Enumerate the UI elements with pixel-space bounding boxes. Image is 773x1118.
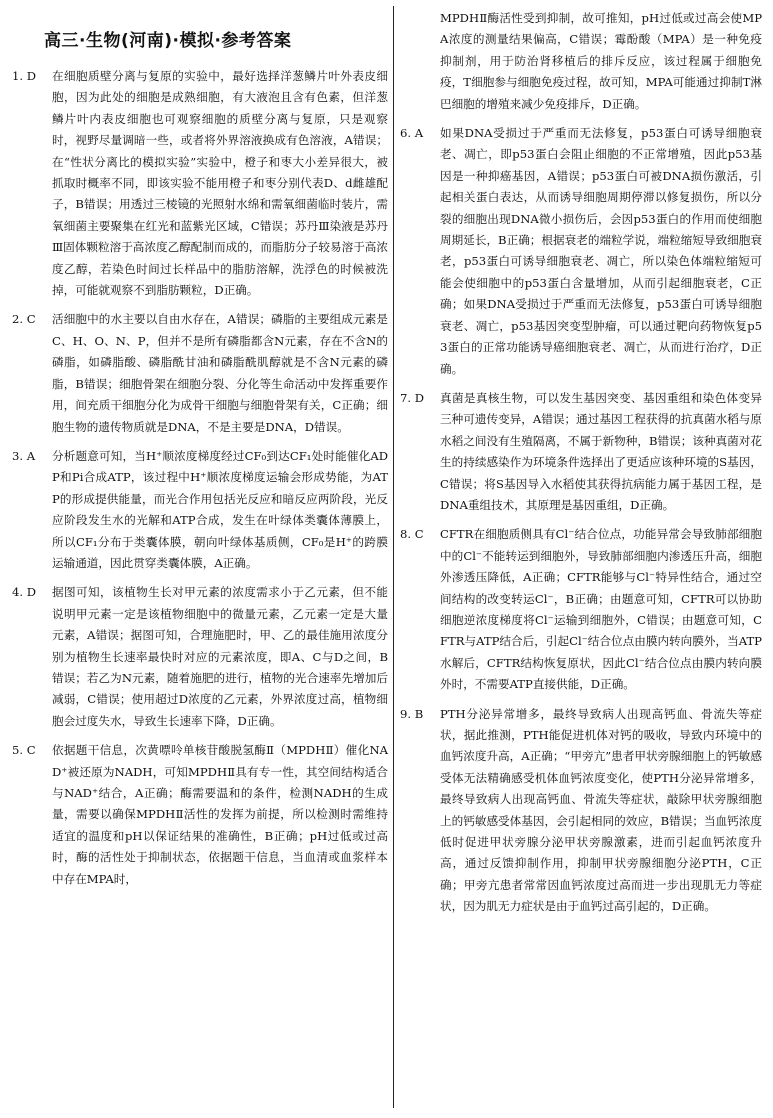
answer-item: [400, 388, 762, 516]
answer-item: [12, 582, 388, 732]
answer-label: 4. D: [12, 585, 37, 600]
answer-item: [400, 524, 762, 695]
answer-item: [12, 66, 388, 301]
answer-label: 3. A: [12, 448, 36, 463]
answer-label: 6. A: [400, 126, 424, 141]
answer-label: 9. B: [400, 706, 424, 721]
answer-label: 1. D: [12, 69, 37, 83]
answer-item: [12, 446, 388, 574]
left-column: [12, 12, 388, 890]
answer-text: 在细胞质壁分离与复原的实验中，最好选择洋葱鳞片叶外表皮细胞，因为此处的细胞是成熟细胞，有大液泡且含有色素，但洋葱鳞片叶内表皮细胞也可观察细胞的质壁分离与复原，只是观察时，视野尽量调暗一些，或者将外界溶液换成有色溶液，A错误；在“性状分离比的模拟实验”实验中，橙子和枣大小差异很大，被抓取时概率不同，即该实验不能用橙子和枣分别代表D、d雌雄配子，B错误；用透过三棱镜的光照射水绵和需氧细菌临时装片，需氧细菌主要聚集在红光和蓝紫光区域，C错误；苏丹Ⅲ染液是苏丹Ⅲ固体颗粒溶于高浓度乙醇配制而成的，而脂肪分子较易溶于高浓度乙醇，若染色时间过长样品中的脂肪溶解，洗浮色的时候被洗掉，可能就观察不到脂肪颗粒，D正确。: [52, 69, 388, 298]
page-title: 高三·生物(河南)·模拟·参考答案: [44, 31, 292, 51]
right-column: [400, 8, 762, 918]
column-divider: [393, 6, 394, 1108]
answer-text: 据图可知，该植物生长对甲元素的浓度需求小于乙元素，但不能说明甲元素一定是该植物细胞中的微量元素，乙元素一定是大量元素，A错误；据图可知，合理施肥时，甲、乙的最佳施用浓度分别为植物生长速率最快时对应的元素浓度，即A、C与D之间，B错误；若乙为N元素，随着施肥的进行，植物的光合速率先增加后减弱，C错误；使用超过D浓度的乙元素，外界浓度过高，植物细胞会过度失水，导致生长速率下降，D正确。: [52, 585, 388, 728]
answer-item: [12, 740, 388, 890]
answer-text: PTH分泌异常增多，最终导致病人出现高钙血、骨流失等症状，据此推测，PTH能促进机体对钙的吸收，导致内环境中的血钙浓度升高，A正确；“甲旁亢”患者甲状旁腺细胞上的钙敏感受体无法精确感受机体血钙浓度变化，使PTH分泌异常增多，最终导致病人出现高钙血、骨流失等症状，敲除甲状旁腺细胞上的钙敏感受体基因，会引起相同的效应，B错误；当血钙浓度低时促进甲状旁腺分泌甲状旁腺激素，进而引起血钙浓度升高，通过反馈抑制作用，抑制甲状旁腺细胞分泌PTH，C正确；甲旁亢患者常常因血钙浓度过高而进一步出现肌无力等症状，因为肌无力症状是由于血钙过高引起的，D正确。: [440, 706, 762, 914]
answer-label: 7. D: [400, 390, 425, 405]
answer-label: 5. C: [12, 743, 36, 758]
answer-continuation: MPDHⅡ酶活性受到抑制，故可推知，pH过低或过高会使MPA浓度的测量结果偏高，C错误；霉酚酸（MPA）是一种免疫抑制剂，用于防治肾移植后的排斥反应，该过程属于细胞免疫，T细胞参与细胞免疫过程，故可知，MPA可能通过抑制T淋巴细胞的增殖来减少免疫排斥，D正确。: [440, 11, 762, 111]
answer-item: [400, 704, 762, 918]
answer-text: 分析题意可知，当H⁺顺浓度梯度经过CF₀到达CF₁处时能催化ADP和Pi合成ATP，该过程中H⁺顺浓度梯度运输会形成势能，为ATP的形成提供能量，而光合作用包括光反应和暗反应两阶段，光反应阶段发生水的光解和ATP合成，发生在叶绿体类囊体薄膜上，所以CF₁分布于类囊体膜，朝向叶绿体基质侧，CF₀是H⁺的跨膜运输通道，因此贯穿类囊体膜，A正确。: [52, 448, 388, 570]
answer-label: 2. C: [12, 312, 36, 327]
answer-item: [12, 309, 388, 437]
answer-text: CFTR在细胞质侧具有Cl⁻结合位点，功能异常会导致肺部细胞中的Cl⁻不能转运到细胞外，导致肺部细胞内渗透压升高，细胞外渗透压降低，A正确；CFTR能够与Cl⁻特异性结合，通过空间结构的改变转运Cl⁻，B正确；由题意可知，CFTR可以协助细胞逆浓度梯度将Cl⁻运输到细胞外，C错误；由题意可知，CFTR与ATP结合后，引起Cl⁻结合位点由膜内转向膜外，当ATP水解后，CFTR结构恢复原状，因此Cl⁻结合位点由膜内转向膜外时，不需要ATP直接供能，D正确。: [440, 527, 762, 692]
answer-text: 活细胞中的水主要以自由水存在，A错误；磷脂的主要组成元素是C、H、O、N、P，但并不是所有磷脂都含N元素，存在不含N的磷脂，如磷脂酸、磷脂酰甘油和磷脂酰肌醇就是不含N元素的磷脂，B错误；细胞骨架在细胞分裂、分化等生命活动中发挥重要作用，间充质干细胞分化为成骨干细胞与细胞骨架有关，C正确；细胞生物的遗传物质就是DNA，不是主要是DNA，D错误。: [52, 312, 388, 434]
answer-text: 真菌是真核生物，可以发生基因突变、基因重组和染色体变异三种可遗传变异，A错误；通过基因工程获得的抗真菌水稻与原水稻之间没有生殖隔离，不属于新物种，B错误；该种真菌对花生的持续感染作为环境条件选择出了更适应该种环境的S基因，C错误；将S基因导入水稻使其获得抗病能力属于基因工程，是DNA重组技术，其原理是基因重组，D正确。: [440, 390, 762, 512]
answer-text: 如果DNA受损过于严重而无法修复，p53蛋白可诱导细胞衰老、凋亡，即p53蛋白会阻止细胞的不正常增殖，因此p53基因是一种抑癌基因，A错误；p53蛋白可被DNA损伤激活，引起相关蛋白表达，从而诱导细胞周期停滞以修复损伤，所以分裂的细胞出现DNA微小损伤后，会因p53蛋白的作用而使细胞周期延长，B正确；根据衰老的端粒学说，端粒缩短导致细胞衰老，p53蛋白可诱导细胞衰老、凋亡，所以染色体端粒缩短可能会使细胞中的p53蛋白含量增加，从而引起细胞衰老，C正确；如果DNA受损过于严重而无法修复，p53蛋白可诱导细胞衰老、凋亡，p53基因突变型肿瘤，可以通过靶向药物恢复p53蛋白的正常功能诱导癌细胞衰老、凋亡，从而进行治疗，D正确。: [440, 126, 762, 376]
answer-item: [400, 123, 762, 380]
answer-label: 8. C: [400, 527, 424, 542]
answer-text: 依据题干信息，次黄嘌呤单核苷酸脱氢酶Ⅱ（MPDHⅡ）催化NAD⁺被还原为NADH，可知MPDHⅡ具有专一性，其空间结构适合与NAD⁺结合，A正确；酶需要温和的条件，检测NADH的生成量，需要以确保MPDHⅡ活性的发挥为前提，所以检测时需维持适宜的温度和pH以保证结果的准确性，B正确；pH过低或过高时，酶的活性处于抑制状态，依据题干信息，当血清或血浆样本中存在MPA时，: [52, 743, 388, 886]
